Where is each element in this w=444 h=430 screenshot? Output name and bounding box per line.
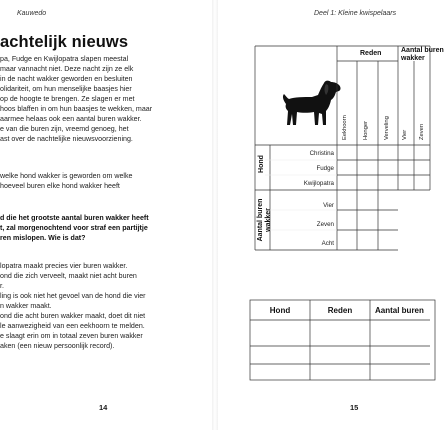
- puzzle-title: achtelijk nieuws: [0, 33, 129, 51]
- grid-column-label: Honger: [363, 120, 369, 140]
- grid-row-label: Zeven: [316, 221, 334, 228]
- clue-line: ond die acht buren wakker maakt, doet dit niet: [0, 312, 146, 320]
- grid-row-label: Acht: [321, 240, 334, 247]
- text-line: aarmee helaas ook een aantal buren wakker.: [0, 115, 142, 123]
- grid-header-aantal: Aantal buren wakker: [401, 47, 444, 62]
- grid-row-group-aantal: Aantal buren wakker: [257, 198, 272, 242]
- text-line: hoeveel buren elke hond wakker heeft: [0, 182, 120, 190]
- grid-column-label: Zeven: [419, 123, 425, 140]
- grid-row-label: Christina: [309, 150, 334, 157]
- text-line: maar vannacht niet. Deze nacht zijn ze elk: [0, 65, 134, 73]
- running-header-left: Kauwedo: [17, 10, 47, 17]
- clue-line: ond die zich verveelt, maakt niet acht buren: [0, 272, 137, 280]
- grid-column-label: Eekhoorn: [342, 115, 348, 140]
- answer-header-hond: Hond: [269, 306, 291, 315]
- running-header-right: Deel 1: Kleine kwispelaars: [314, 10, 397, 17]
- grid-column-label: Vier: [402, 129, 408, 140]
- text-line: e van die buren zijn, vreemd genoeg, het: [0, 125, 129, 133]
- text-line: ren mislopen. Wie is dat?: [0, 234, 86, 242]
- clue-line: e slaagt erin om in totaal zeven buren wakker: [0, 332, 143, 340]
- text-line: olidariteit, om hun menselijke baasjes hier: [0, 85, 132, 93]
- answer-header-reden: Reden: [327, 306, 353, 315]
- clue-line: n wakker maakt.: [0, 302, 52, 310]
- answer-header-aantal: Aantal buren: [375, 306, 424, 315]
- grid-header-reden: Reden: [360, 50, 382, 57]
- clue-line: ling is ook niet het gevoel van de hond die vier: [0, 292, 146, 300]
- grid-row-label: Fudge: [316, 165, 334, 172]
- page-number-right: 15: [350, 403, 359, 412]
- text-line: hoos blaffen in om hun baasjes te wekken, maar: [0, 105, 153, 113]
- grid-column-label: Verveling: [384, 116, 390, 140]
- text-line: in de nacht wakker geworden en besluiten: [0, 75, 133, 83]
- grid-row-group-hond: Hond: [258, 155, 265, 173]
- text-line: welke hond wakker is geworden om welke: [0, 172, 133, 180]
- text-line: ast over de nachtelijke nieuwsvoorziening.: [0, 135, 133, 143]
- text-line: d die het grootste aantal buren wakker heeft: [0, 214, 149, 222]
- grid-row-label: Vier: [323, 202, 334, 209]
- clue-line: aken (een nieuw persoonlijk record).: [0, 342, 115, 350]
- clue-line: lopatra maakt precies vier buren wakker.: [0, 262, 128, 270]
- grid-row-label: Kwijlopatra: [303, 180, 334, 187]
- page-number-left: 14: [99, 403, 108, 412]
- text-line: pa, Fudge en Kwijlopatra slapen meestal: [0, 55, 129, 63]
- clue-line: le aanwezigheid van een eekhoorn te melden.: [0, 322, 145, 330]
- text-line: t, zal morgenochtend voor straf een partijtje: [0, 224, 148, 232]
- clue-line: r.: [0, 282, 4, 290]
- text-line: op de hoogte te brengen. Ze slagen er met: [0, 95, 135, 103]
